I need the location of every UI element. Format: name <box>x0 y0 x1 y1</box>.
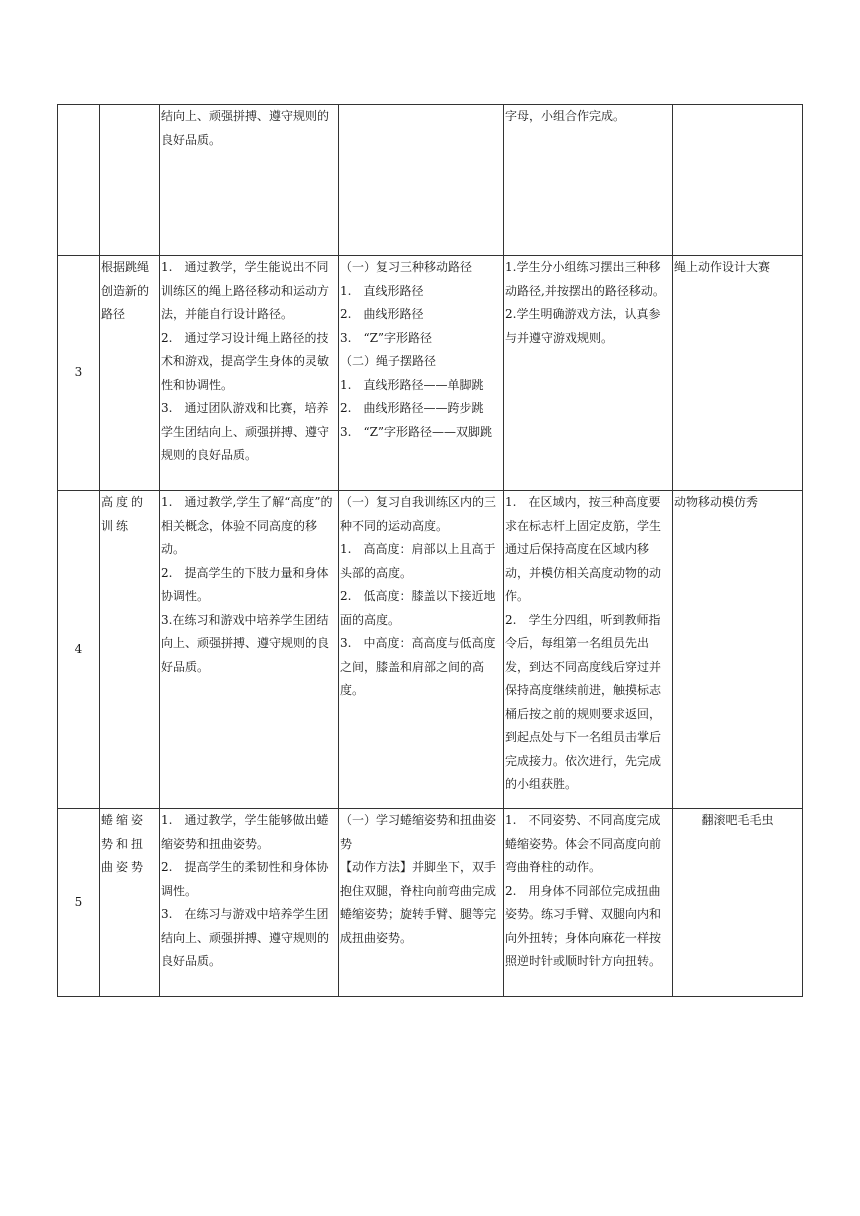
activity-item: 1. 不同姿势、不同高度完成蜷缩姿势。体会不同高度向前弯曲脊柱的动作。 <box>505 813 662 874</box>
content-item: 2. 低高度：膝盖以下接近地面的高度。 <box>340 589 496 627</box>
objectives-cell <box>160 809 339 997</box>
content-item: 1. 直线形路径——单脚跳 <box>340 377 484 392</box>
table-row <box>58 809 803 997</box>
content-item: （一）复习自我训练区内的三种不同的运动高度。 <box>340 495 497 533</box>
lesson-number-cell: 5 <box>58 809 100 997</box>
game-cell: 翻滚吧毛毛虫 <box>673 809 803 997</box>
table-row <box>58 256 803 491</box>
lesson-name-cell: 高度的训练 <box>100 491 160 809</box>
lesson-name-cell: 蜷缩姿势和扭曲姿势 <box>100 809 160 997</box>
objective-item: 2. 通过学习设计绳上路径的技术和游戏，提高学生身体的灵敏性和协调性。 <box>161 330 330 392</box>
activities-cell <box>504 105 673 256</box>
lesson-number-cell: 4 <box>58 491 100 809</box>
activity-item: 1.学生分小组练习摆出三种移动路径,并按摆出的路径移动。 <box>505 260 665 298</box>
content-cell <box>339 809 504 997</box>
lesson-number-cell: 3 <box>58 256 100 491</box>
lesson-name-cell: 根据跳绳创造新的路径 <box>100 256 160 491</box>
objective-item: 3. 在练习与游戏中培养学生团结向上、顽强拼搏、遵守规则的良好品质。 <box>161 907 330 968</box>
content-item: （一）复习三种移动路径 <box>340 260 473 274</box>
content-item: 2. 曲线形路径 <box>340 307 424 321</box>
objective-item: 2. 提高学生的柔韧性和身体协调性。 <box>161 860 329 898</box>
content-item: 【动作方法】并脚坐下，双手抱住双腿，脊柱向前弯曲完成蜷缩姿势；旋转手臂、腿等完成扭曲姿势。 <box>340 860 497 945</box>
game-cell: 绳上动作设计大赛 <box>673 256 803 491</box>
lesson-number-cell <box>58 105 100 256</box>
objective-item: 1. 通过教学，学生能够做出蜷缩姿势和扭曲姿势。 <box>161 813 329 851</box>
activity-item: 2. 学生分四组，听到教师指令后，每组第一名组员先出发，到达不同高度线后穿过并保持高度继续前进，触摸标志桶后按之前的规则要求返回，到起点处与下一名组员击掌后完成接力。依次进行，先完成的小组获胜。 <box>505 612 662 791</box>
table-row <box>58 491 803 809</box>
objective-item: 结向上、顽强拼搏、遵守规则的良好品质。 <box>161 109 330 147</box>
content-item: 3. “Z”字形路径 <box>340 330 433 345</box>
game-cell: 动物移动模仿秀 <box>673 491 803 809</box>
activity-item: 2.学生明确游戏方法，认真参与并遵守游戏规则。 <box>505 307 661 345</box>
activities-cell <box>504 256 673 491</box>
content-cell <box>339 105 504 256</box>
activity-item: 2. 用身体不同部位完成扭曲姿势。练习手臂、双腿向内和向外扭转；身体向麻花一样按照逆时针或顺时针方向扭转。 <box>505 883 662 968</box>
content-item: 1. 直线形路径 <box>340 283 424 298</box>
objectives-cell <box>160 105 339 256</box>
lesson-plan-table <box>57 104 803 997</box>
lesson-name-cell <box>100 105 160 256</box>
content-item: 3. 中高度：高高度与低高度之间，膝盖和肩部之间的高度。 <box>340 636 496 697</box>
game-cell <box>673 105 803 256</box>
objective-item: 1. 通过教学，学生能说出不同训练区的绳上路径移动和运动方法，并能自行设计路径。 <box>161 260 330 321</box>
table-row <box>58 105 803 256</box>
content-item: 1. 高高度：肩部以上且高于头部的高度。 <box>340 542 496 580</box>
objective-item: 3.在练习和游戏中培养学生团结向上、顽强拼搏、遵守规则的良好品质。 <box>161 612 330 674</box>
content-item: （二）绳子摆路径 <box>340 354 437 368</box>
objectives-cell <box>160 256 339 491</box>
objectives-cell <box>160 491 339 809</box>
content-item: （一）学习蜷缩姿势和扭曲姿势 <box>340 813 497 851</box>
content-cell <box>339 256 504 491</box>
activity-item: 字母，小组合作完成。 <box>505 109 626 123</box>
objective-item: 1. 通过教学,学生了解“高度”的相关概念，体验不同高度的移动。 <box>161 495 333 556</box>
activities-cell <box>504 809 673 997</box>
objective-item: 3. 通过团队游戏和比赛，培养学生团结向上、顽强拼搏、遵守规则的良好品质。 <box>161 401 330 462</box>
content-item: 3. “Z”字形路径——双脚跳 <box>340 424 493 439</box>
content-cell <box>339 491 504 809</box>
objective-item: 2. 提高学生的下肢力量和身体协调性。 <box>161 565 329 603</box>
activities-cell <box>504 491 673 809</box>
activity-item: 1. 在区域内，按三种高度要求在标志杆上固定皮筋，学生通过后保持高度在区域内移动，并模仿相关高度动物的动作。 <box>505 495 662 603</box>
content-item: 2. 曲线形路径——跨步跳 <box>340 401 484 415</box>
